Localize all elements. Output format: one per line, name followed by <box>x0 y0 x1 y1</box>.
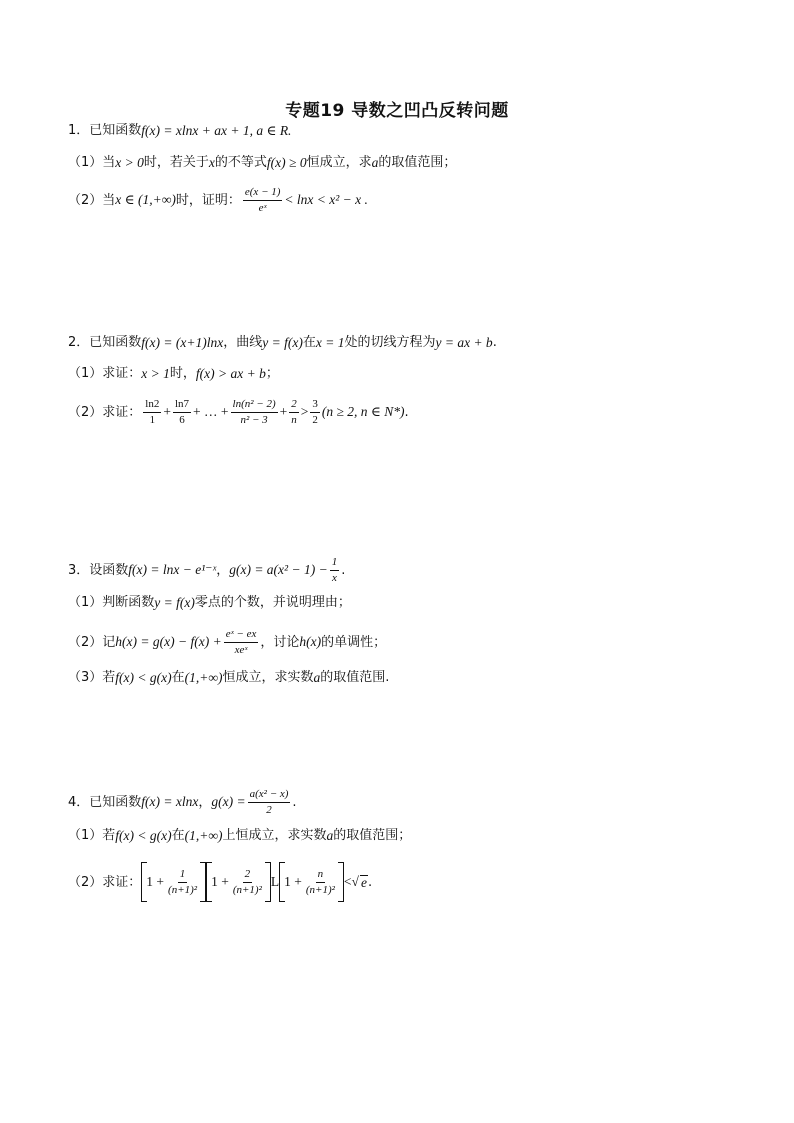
text: 的不等式 <box>214 155 267 171</box>
math: f(x) = lnx − e¹⁻ˣ <box>128 562 217 578</box>
sqrt-icon: √ <box>351 874 359 890</box>
math: a <box>326 828 334 843</box>
denominator: x <box>331 571 337 584</box>
text: （1）当 <box>68 155 116 171</box>
denominator: eˣ <box>258 201 267 214</box>
problem-1-statement <box>68 124 291 138</box>
denominator: (n+1)² <box>232 883 262 896</box>
math: x ∈ (1,+∞) <box>115 192 176 208</box>
numerator: ln(n² − 2) <box>231 398 278 413</box>
math: f(x) = (x+1)lnx <box>141 335 224 350</box>
text: . <box>492 335 497 351</box>
text: . <box>292 794 297 810</box>
text: 时， <box>169 366 196 382</box>
math: y = f(x) <box>154 595 195 610</box>
problem-2-number: 2．已知函数 <box>68 335 142 351</box>
text: . <box>367 874 373 890</box>
text: 在 <box>171 670 185 686</box>
math: h(x) = g(x) − f(x) + <box>115 634 222 650</box>
fraction <box>310 398 320 426</box>
fraction <box>224 628 259 656</box>
fraction <box>304 868 337 896</box>
math: e <box>360 874 367 890</box>
math: (1,+∞) <box>184 828 223 843</box>
problem-4-part-1 <box>68 829 411 843</box>
math: x <box>208 155 215 170</box>
text: 上恒成立，求实数 <box>222 828 327 844</box>
text: （3）若 <box>68 670 116 686</box>
denominator: 6 <box>179 413 185 426</box>
denominator: 1 <box>149 413 156 426</box>
denominator: 2 <box>266 803 272 816</box>
text: （2）记 <box>68 634 116 650</box>
math: y = ax + b <box>435 335 493 350</box>
denominator: (n+1)² <box>305 883 335 896</box>
problem-1-part-1 <box>68 156 456 170</box>
math: y = f(x) <box>262 335 303 350</box>
math: < lnx < x² − x . <box>284 192 368 208</box>
math: f(x) < g(x) <box>115 828 172 843</box>
math: f(x) < g(x) <box>115 670 172 685</box>
math: 1 + <box>146 874 165 890</box>
numerator: eˣ − ex <box>224 628 259 643</box>
denominator: n <box>291 413 297 426</box>
fraction <box>248 788 291 816</box>
problem-3-part-3 <box>68 671 389 685</box>
numerator: n <box>316 868 326 883</box>
denominator: (n+1)² <box>168 883 198 896</box>
problem-1-part-2 <box>68 186 368 214</box>
text: （2）求证： <box>68 404 142 420</box>
fraction <box>243 186 283 214</box>
problem-1-function: f(x) = xlnx + ax + 1, a ∈ R. <box>141 123 292 138</box>
math: f(x) = xlnx <box>141 794 199 810</box>
numerator: ln7 <box>173 398 191 413</box>
problem-4-statement <box>68 788 297 816</box>
math: h(x) <box>299 634 322 650</box>
text: 的取值范围； <box>333 828 412 844</box>
math: x > 1 <box>141 366 170 381</box>
fraction <box>330 556 340 584</box>
text: （1）若 <box>68 828 116 844</box>
text: （1）判断函数 <box>68 595 155 611</box>
math: x = 1 <box>315 335 345 350</box>
math: 1 + <box>211 874 229 890</box>
problem-2-statement <box>68 336 497 350</box>
numerator: 2 <box>289 398 299 413</box>
problem-4-part-2 <box>68 862 372 902</box>
text: 在 <box>302 335 316 351</box>
math: x > 0 <box>115 155 144 170</box>
text: 恒成立，求实数 <box>222 670 314 686</box>
problem-3-statement <box>68 556 345 584</box>
denominator: n² − 3 <box>240 413 268 426</box>
fraction <box>289 398 299 426</box>
text: 的取值范围. <box>320 670 390 686</box>
text: 在 <box>171 828 185 844</box>
denominator: 2 <box>312 413 318 426</box>
ellipsis-glyph: L <box>270 874 280 890</box>
text: 时，若关于 <box>143 155 209 171</box>
numerator: 3 <box>310 398 320 413</box>
math: a <box>371 155 379 170</box>
text: ， <box>216 562 230 578</box>
text: . <box>341 562 346 578</box>
math: + … + <box>193 404 229 420</box>
text: 零点的个数，并说明理由； <box>194 595 351 611</box>
math: 1 + <box>284 874 302 890</box>
text: （2）求证： <box>68 874 142 890</box>
text: 处的切线方程为 <box>344 335 436 351</box>
problem-3-number: 3．设函数 <box>68 562 129 578</box>
text: 的单调性； <box>321 634 387 650</box>
numerator: 1 <box>178 868 188 883</box>
fraction <box>166 868 199 896</box>
fraction <box>231 398 278 426</box>
problem-2-part-1 <box>68 367 279 381</box>
problem-2-part-2: （2）求证： $\frac{\ln 2}{1}$ + $\frac{\ln 7}{6}$ + … + $\frac{\text{ln(n² − 2)}}{\text{n² − 3}}$ + $\frac{2}{n}$ > $\frac{3}{2}$ (n ≥ 2, n ∈ N*) . <box>68 398 409 426</box>
text: （1）求证： <box>68 366 142 382</box>
problem-1-number: 1．已知函数 <box>68 123 142 139</box>
math: < <box>343 874 352 890</box>
problem-4-number: 4．已知函数 <box>68 794 142 810</box>
numerator: a(x² − x) <box>248 788 291 803</box>
text: . <box>404 404 409 420</box>
numerator: ln2 <box>143 398 161 413</box>
math: (1,+∞) <box>184 670 223 685</box>
numerator: 2 <box>243 868 253 883</box>
bracket-term-1 <box>141 862 206 902</box>
text: ， <box>198 794 212 810</box>
numerator: 1 <box>330 556 340 571</box>
fraction <box>231 868 264 896</box>
problem-3-part-1 <box>68 596 351 610</box>
text: ，讨论 <box>260 634 300 650</box>
math: g(x) = a(x² − 1) − <box>229 562 328 578</box>
math: a <box>313 670 321 685</box>
text: 的取值范围； <box>378 155 457 171</box>
numerator: e(x − 1) <box>243 186 283 201</box>
text: （2）当 <box>68 192 116 208</box>
bracket-term-n <box>279 862 344 902</box>
fraction <box>173 398 191 426</box>
math: g(x) = <box>211 794 246 810</box>
denominator: xeˣ <box>234 643 248 656</box>
fraction <box>143 398 161 426</box>
problem-3-part-2 <box>68 628 386 656</box>
math: f(x) ≥ 0 <box>266 155 307 170</box>
math: f(x) > ax + b <box>195 366 266 381</box>
math: (n ≥ 2, n ∈ N*) <box>321 404 405 420</box>
text: ，曲线 <box>223 335 263 351</box>
text: 时，证明： <box>175 192 241 208</box>
page-title: 专题19 导数之凹凸反转问题 <box>285 101 509 121</box>
text: ； <box>265 366 279 382</box>
bracket-term-2 <box>206 862 271 902</box>
text: 恒成立，求 <box>306 155 372 171</box>
